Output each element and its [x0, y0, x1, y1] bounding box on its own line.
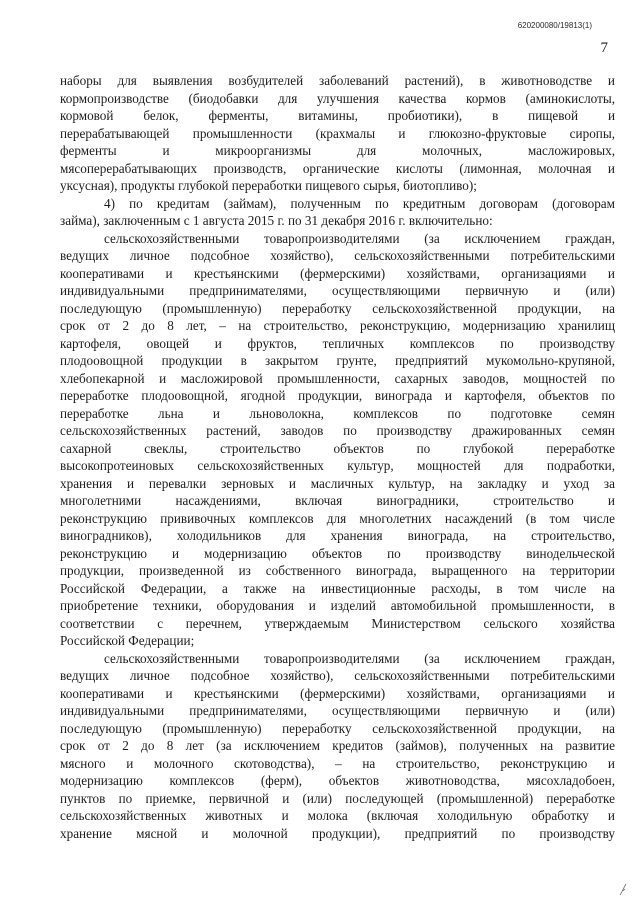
- text-line: сельскохозяйственных растений, заводов по производству дражированных семян: [60, 423, 615, 438]
- text-line: реконструкцию и модернизацию объектов по производству винодельческой: [60, 545, 615, 561]
- text-line: 4) по кредитам (займам), полученным по кредитным договорам (договорам: [104, 195, 615, 211]
- text-line: реконструкцию прививочных комплексов для многолетних насаждений (в том числе: [60, 510, 615, 526]
- text-line: займа), заключенным с 1 августа 2015 г. по 31 декабря 2016 г. включительно:: [60, 213, 493, 228]
- text-line: ферменты и микроорганизмы для молочных, масложировых,: [60, 143, 615, 158]
- text-line: хлебопекарной и масложировой промышленности, сахарных заводов, мощностей по: [60, 370, 615, 386]
- text-line: кормовой белок, ферменты, витамины, пробиотики), в пищевой и: [60, 108, 615, 123]
- text-line: срок от 2 до 8 лет (за исключением кредитов (займов), полученных на развитие: [60, 738, 615, 753]
- text-line: последующую (промышленную) переработку сельскохозяйственной продукции, на: [60, 300, 615, 316]
- text-line: плодоовощной продукции в закрытом грунте, предприятий мукомольно-крупяной,: [60, 353, 615, 368]
- text-line: сельскохозяйственных животных и молока (включая холодильную обработку и: [60, 808, 615, 823]
- text-line: соответствии с перечнем, утверждаемым Министерством сельского хозяйства: [60, 615, 615, 631]
- text-line: продукции, произведенной из собственного винограда, выращенного на территории: [60, 563, 615, 578]
- text-line: кормопроизводстве (биодобавки для улучшения качества кормов (аминокислоты,: [60, 90, 615, 106]
- text-line: сельскохозяйственными товаропроизводителями (за исключением граждан,: [104, 230, 615, 246]
- text-line: приобретение техники, оборудования и изделий автомобильной промышленности, в: [60, 598, 615, 613]
- text-line: кооперативами и крестьянскими (фермерскими) хозяйствами, организациями и: [60, 265, 615, 281]
- pen-mark: [618, 882, 628, 896]
- text-line: Российской Федерации, а также на инвестиционные расходы, в том числе на: [60, 580, 615, 596]
- text-line: сельскохозяйственными товаропроизводителями (за исключением граждан,: [104, 650, 615, 666]
- text-line: сахарной свеклы, строительство объектов по глубокой переработке: [60, 440, 615, 456]
- text-line: хранения и перевалки зерновых и масличных культур, на закладку и уход за: [60, 475, 615, 491]
- text-line: индивидуальными предпринимателями, осуществляющими первичную и (или): [60, 283, 615, 298]
- text-line: последующую (промышленную) переработку сельскохозяйственной продукции, на: [60, 720, 615, 736]
- text-line: Российской Федерации;: [60, 633, 195, 648]
- text-line: уксусная), продукты глубокой переработки пищевого сырья, биотопливо);: [60, 178, 477, 193]
- text-line: перерабатывающей промышленности (крахмалы и глюкозно-фруктовые сиропы,: [60, 125, 615, 141]
- text-line: переработке льна и льноволокна, комплексов по подготовке семян: [60, 405, 615, 421]
- text-line: переработке плодоовощной, ягодной продукции, винограда и картофеля, объектов по: [60, 388, 615, 403]
- text-line: виноградников), холодильников для хранения винограда, на строительство,: [60, 528, 615, 543]
- text-line: пунктов по приемке, первичной и (или) последующей (промышленной) переработке: [60, 790, 615, 806]
- text-line: высокопротеиновых сельскохозяйственных культур, мощностей для подработки,: [60, 458, 615, 473]
- text-line: наборы для выявления возбудителей заболеваний растений), в животноводстве и: [60, 73, 615, 88]
- text-line: срок от 2 до 8 лет, – на строительство, реконструкцию, модернизацию хранилищ: [60, 318, 615, 333]
- text-line: модернизацию комплексов (ферм), объектов животноводства, мясохладобоен,: [60, 773, 615, 788]
- text-line: мясоперерабатывающих производств, органические кислоты (лимонная, молочная и: [60, 160, 615, 176]
- document-body: [60, 72, 615, 842]
- text-line: многолетними насаждениями, включая виноградники, строительство и: [60, 493, 615, 508]
- text-line: картофеля, овощей и фруктов, тепличных комплексов по производству: [60, 335, 615, 351]
- text-line: хранение мясной и молочной продукции), предприятий по производству: [60, 825, 615, 841]
- text-line: ведущих личное подсобное хозяйство), сельскохозяйственными потребительскими: [60, 668, 615, 683]
- text-line: ведущих личное подсобное хозяйство), сельскохозяйственными потребительскими: [60, 248, 615, 263]
- page-number: 7: [600, 40, 608, 56]
- text-line: кооперативами и крестьянскими (фермерскими) хозяйствами, организациями и: [60, 685, 615, 701]
- document-code: 620200080/19813(1): [517, 21, 592, 30]
- text-line: мясного и молочного скотоводства), – на строительство, реконструкцию и: [60, 755, 615, 771]
- text-line: индивидуальными предпринимателями, осуществляющими первичную и (или): [60, 703, 615, 718]
